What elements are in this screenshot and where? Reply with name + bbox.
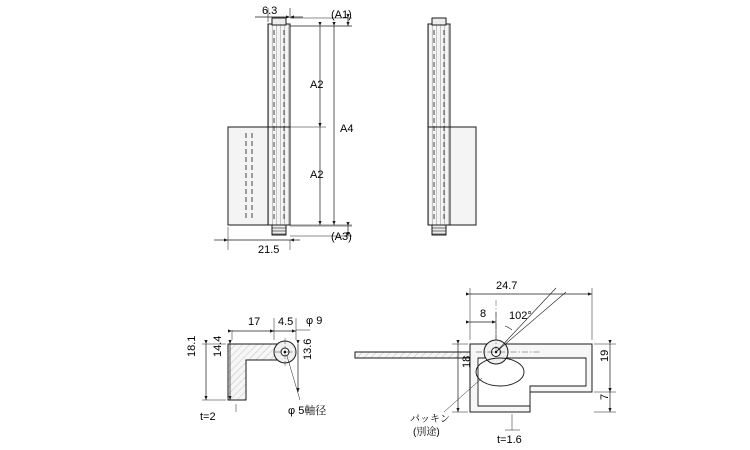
dim-t1-6: t=1.6 [497, 434, 522, 446]
dim-A2-lower: A2 [310, 169, 324, 181]
dim-A1: (A1) [331, 9, 352, 21]
dim-18-1: 18.1 [186, 335, 198, 357]
dim-4-5: 4.5 [278, 316, 294, 328]
section-left-geometry [202, 318, 310, 412]
dim-19: 19 [599, 349, 611, 362]
dim-18: 18 [461, 355, 473, 368]
dim-6-3: 6.3 [262, 5, 278, 17]
dim-24-7: 24.7 [496, 280, 518, 292]
dim-17: 17 [248, 316, 261, 328]
dim-phi9: φ 9 [306, 315, 323, 327]
dim-13-6: 13.6 [302, 338, 314, 360]
dim-102deg: 102° [509, 310, 532, 322]
note-packing-line1: パッキン [410, 414, 450, 425]
dim-t2: t=2 [200, 411, 216, 423]
note-packing-line2: (別途) [413, 427, 440, 438]
dim-A3: (A3) [331, 231, 352, 243]
dim-21-5: 21.5 [258, 244, 280, 256]
note-phi5-shaft: φ 5軸径 [288, 405, 327, 417]
dim-7: 7 [599, 393, 611, 400]
side-view-geometry [428, 18, 476, 235]
dim-A2-upper: A2 [310, 79, 324, 91]
dim-14-4: 14.4 [212, 335, 224, 357]
dim-A4: A4 [340, 123, 354, 135]
dim-8: 8 [480, 308, 487, 320]
front-view-geometry [228, 18, 290, 235]
